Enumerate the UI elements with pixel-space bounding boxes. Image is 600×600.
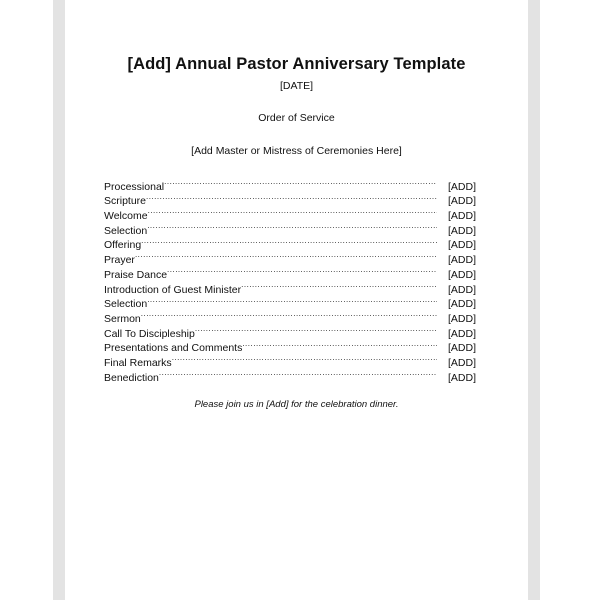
program-item [104,219,476,237]
program-item-value: [ADD] [447,327,476,340]
program-item-name: Praise Dance [104,268,168,281]
program-item-name: Presentations and Comments [104,342,243,355]
dot-leader [141,234,437,249]
program-item [104,175,476,193]
dot-leader [172,351,437,366]
program-item-value: [ADD] [447,224,476,237]
program-item-name: Selection [104,298,148,311]
master-of-ceremonies-line: [Add Master or Mistress of Ceremonies Here] [191,145,402,157]
left-gutter [53,0,65,600]
dot-leader [159,366,437,381]
dot-leader [146,190,437,205]
program-item [104,293,476,311]
program-item [104,204,476,223]
program-item-name: Welcome [104,210,148,223]
program-item [104,190,476,208]
document-title: [Add] Annual Pastor Anniversary Template [127,55,466,73]
program-item [104,263,476,281]
dot-leader [147,293,437,308]
dot-leader [195,322,437,337]
program-item-name: Benediction [104,371,159,384]
program-item-value: [ADD] [447,195,476,208]
document-page [65,0,528,600]
program-item-value: [ADD] [447,180,476,193]
program-item-name: Final Remarks [104,356,172,369]
program-list [104,175,476,384]
program-item-name: Selection [104,224,148,237]
program-item [104,248,476,267]
order-of-service-heading: Order of Service [258,112,335,124]
dot-leader [135,248,437,263]
program-item-value: [ADD] [447,210,476,223]
program-item [104,322,476,340]
program-item-name: Offering [104,239,142,252]
program-item-value: [ADD] [447,371,476,384]
dot-leader [241,278,437,293]
program-item-value: [ADD] [447,342,476,355]
program-item-value: [ADD] [447,283,476,296]
program-item-value: [ADD] [447,254,476,267]
program-item-name: Introduction of Guest Minister [104,283,242,296]
program-item-value: [ADD] [447,356,476,369]
program-item-name: Call To Discipleship [104,327,195,340]
program-item-name: Prayer [104,254,135,267]
program-item [104,366,476,384]
program-item-value: [ADD] [447,298,476,311]
dot-leader [164,175,437,190]
document-date: [DATE] [279,80,314,92]
dot-leader [141,307,437,322]
program-item-value: [ADD] [447,312,476,325]
program-item [104,234,476,252]
program-item-name: Scripture [104,195,147,208]
celebration-dinner-note: Please join us in [Add] for the celebration dinner. [194,399,399,410]
program-item-value: [ADD] [447,239,476,252]
dot-leader [167,263,437,278]
program-item-value: [ADD] [447,268,476,281]
program-item-name: Sermon [104,312,141,325]
dot-leader [147,219,437,234]
dot-leader [242,337,437,352]
dot-leader [148,204,437,219]
program-item-name: Processional [104,180,165,193]
right-gutter [528,0,540,600]
program-item [104,307,476,325]
